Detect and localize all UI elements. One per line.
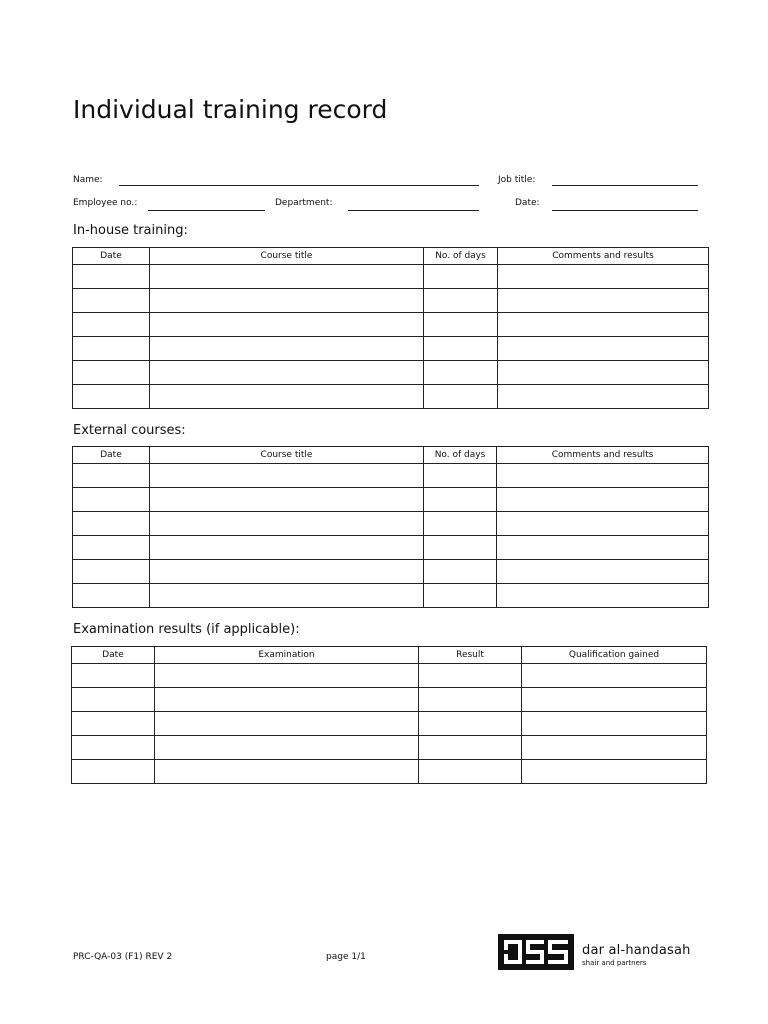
table-cell[interactable]	[498, 385, 709, 409]
table-cell[interactable]	[424, 536, 497, 560]
table-row	[73, 337, 709, 361]
document-title: Individual training record	[73, 95, 388, 124]
table-cell[interactable]	[150, 584, 424, 608]
table-cell[interactable]	[155, 736, 419, 760]
employee-no-field[interactable]	[148, 210, 265, 211]
table-cell[interactable]	[497, 488, 709, 512]
table-cell[interactable]	[522, 736, 707, 760]
column-header-course-title: Course title	[150, 447, 424, 464]
form-code: PRC-QA-03 (F1) REV 2	[73, 952, 173, 962]
table-cell[interactable]	[424, 361, 498, 385]
table-cell[interactable]	[73, 536, 150, 560]
date-label: Date:	[515, 198, 540, 208]
job-title-field[interactable]	[552, 185, 698, 186]
examination-results-table	[71, 646, 707, 784]
table-cell[interactable]	[424, 265, 498, 289]
table-cell[interactable]	[150, 464, 424, 488]
table-cell[interactable]	[498, 265, 709, 289]
table-cell[interactable]	[424, 560, 497, 584]
table-row	[73, 361, 709, 385]
table-row	[72, 736, 707, 760]
table-row	[73, 536, 709, 560]
table-cell[interactable]	[497, 560, 709, 584]
table-row	[73, 584, 709, 608]
table-cell[interactable]	[522, 688, 707, 712]
table-cell[interactable]	[498, 337, 709, 361]
table-row	[72, 664, 707, 688]
company-subtitle: shair and partners	[582, 959, 647, 967]
table-cell[interactable]	[72, 664, 155, 688]
table-cell[interactable]	[522, 712, 707, 736]
table-cell[interactable]	[424, 584, 497, 608]
table-cell[interactable]	[150, 536, 424, 560]
column-header-comments: Comments and results	[497, 447, 709, 464]
examination-results-heading: Examination results (if applicable):	[73, 622, 300, 637]
table-cell[interactable]	[424, 385, 498, 409]
column-header-examination: Examination	[155, 647, 419, 664]
dar-logo-icon	[498, 934, 574, 970]
table-cell[interactable]	[73, 584, 150, 608]
table-cell[interactable]	[73, 385, 150, 409]
table-row	[72, 712, 707, 736]
table-row	[73, 488, 709, 512]
table-cell[interactable]	[155, 712, 419, 736]
table-row	[73, 560, 709, 584]
table-cell[interactable]	[72, 760, 155, 784]
table-cell[interactable]	[155, 760, 419, 784]
table-cell[interactable]	[498, 361, 709, 385]
column-header-qualification: Qualification gained	[522, 647, 707, 664]
table-cell[interactable]	[424, 512, 497, 536]
column-header-no-of-days: No. of days	[424, 248, 498, 265]
table-cell[interactable]	[424, 337, 498, 361]
table-cell[interactable]	[497, 512, 709, 536]
table-cell[interactable]	[150, 289, 424, 313]
employee-no-label: Employee no.:	[73, 198, 138, 208]
column-header-course-title: Course title	[150, 248, 424, 265]
table-cell[interactable]	[419, 712, 522, 736]
table-cell[interactable]	[424, 464, 497, 488]
table-cell[interactable]	[150, 337, 424, 361]
table-cell[interactable]	[522, 664, 707, 688]
table-cell[interactable]	[73, 289, 150, 313]
table-cell[interactable]	[150, 512, 424, 536]
department-field[interactable]	[348, 210, 479, 211]
table-cell[interactable]	[73, 337, 150, 361]
table-cell[interactable]	[419, 736, 522, 760]
table-cell[interactable]	[497, 464, 709, 488]
column-header-date: Date	[72, 647, 155, 664]
table-cell[interactable]	[73, 265, 150, 289]
table-cell[interactable]	[72, 688, 155, 712]
table-cell[interactable]	[424, 488, 497, 512]
table-cell[interactable]	[72, 736, 155, 760]
table-cell[interactable]	[150, 265, 424, 289]
table-cell[interactable]	[497, 536, 709, 560]
table-cell[interactable]	[150, 361, 424, 385]
external-courses-heading: External courses:	[73, 423, 186, 438]
page-number: page 1/1	[326, 952, 366, 962]
table-cell[interactable]	[150, 488, 424, 512]
table-cell[interactable]	[150, 385, 424, 409]
table-cell[interactable]	[522, 760, 707, 784]
table-cell[interactable]	[155, 688, 419, 712]
table-cell[interactable]	[73, 488, 150, 512]
in-house-training-table	[72, 247, 709, 409]
table-cell[interactable]	[419, 664, 522, 688]
table-cell[interactable]	[73, 313, 150, 337]
column-header-date: Date	[73, 447, 150, 464]
column-header-no-of-days: No. of days	[424, 447, 497, 464]
name-field[interactable]	[119, 185, 479, 186]
table-cell[interactable]	[498, 313, 709, 337]
external-courses-table	[72, 446, 709, 608]
department-label: Department:	[275, 198, 333, 208]
table-row	[73, 512, 709, 536]
name-label: Name:	[73, 175, 103, 185]
table-row	[73, 289, 709, 313]
table-row	[73, 313, 709, 337]
date-field[interactable]	[552, 210, 698, 211]
table-cell[interactable]	[497, 584, 709, 608]
column-header-result: Result	[419, 647, 522, 664]
company-name: dar al-handasah	[582, 943, 691, 958]
table-cell[interactable]	[424, 289, 498, 313]
table-cell[interactable]	[419, 688, 522, 712]
table-cell[interactable]	[155, 664, 419, 688]
table-row	[73, 464, 709, 488]
table-cell[interactable]	[150, 560, 424, 584]
table-cell[interactable]	[73, 464, 150, 488]
table-row	[73, 385, 709, 409]
table-cell[interactable]	[424, 313, 498, 337]
table-cell[interactable]	[150, 313, 424, 337]
table-cell[interactable]	[73, 512, 150, 536]
column-header-date: Date	[73, 248, 150, 265]
table-cell[interactable]	[73, 361, 150, 385]
table-row	[73, 265, 709, 289]
in-house-training-heading: In-house training:	[73, 223, 188, 238]
table-cell[interactable]	[73, 560, 150, 584]
table-row	[72, 688, 707, 712]
job-title-label: Job title:	[498, 175, 536, 185]
table-row	[72, 760, 707, 784]
table-cell[interactable]	[419, 760, 522, 784]
table-cell[interactable]	[498, 289, 709, 313]
column-header-comments: Comments and results	[498, 248, 709, 265]
table-cell[interactable]	[72, 712, 155, 736]
